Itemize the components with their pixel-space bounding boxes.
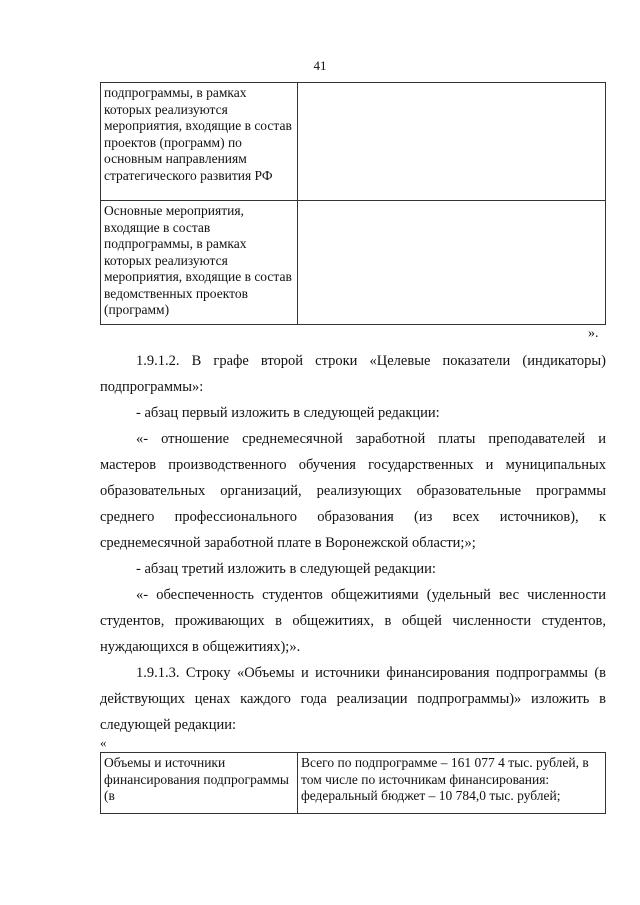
open-quote: « xyxy=(100,735,107,750)
continuation-table xyxy=(100,82,606,325)
table-cell-label: Основные мероприятия, входящие в состав подпрограммы, в рамках которых реализуются мероприятия, входящие в состав ведомственных проектов (программ) xyxy=(101,201,298,325)
table-cell-value xyxy=(298,201,606,325)
table-cell-label: подпрограммы, в рамках которых реализуются мероприятия, входящие в состав проектов (программ) по основным направлениям стратегического развития РФ xyxy=(101,83,298,201)
paragraph-abzac-third: - абзац третий изложить в следующей редакции: xyxy=(136,561,436,577)
paragraph-1-9-1-3: 1.9.1.3. Строку «Объемы и источники финансирования подпрограммы (в действующих ценах каждого года реализации подпрограммы)» изложить в следующей редакции: xyxy=(100,665,606,733)
table-cell-value: Всего по подпрограмме – 161 077 4 тыс. рублей, в том числе по источникам финансирования: федеральный бюджет – 10 784,0 тыс. рублей; xyxy=(298,753,606,814)
table-cell-label: Объемы и источники финансирования подпрограммы (в xyxy=(101,753,298,814)
page-number: 41 xyxy=(313,58,327,73)
closing-quote: ». xyxy=(588,326,599,341)
paragraph-1-9-1-2: 1.9.1.2. В графе второй строки «Целевые показатели (индикаторы) подпрограммы»: xyxy=(100,353,606,395)
table-cell-value xyxy=(298,83,606,201)
table-row xyxy=(101,753,606,814)
paragraph-dormitories: «- обеспеченность студентов общежитиями (удельный вес численности студентов, проживающих в общежитиях, в общей численности студентов, нуждающихся в общежитиях);». xyxy=(100,587,606,655)
paragraph-salary-ratio: «- отношение среднемесячной заработной платы преподавателей и мастеров производственного обучения государственных и муниципальных образовательных организаций, реализующих образовательные программы среднего профессионального образования (из всех источников), к среднемесячной заработной плате в Воронежской области;»; xyxy=(100,431,606,551)
paragraph-abzac-first: - абзац первый изложить в следующей редакции: xyxy=(136,405,440,421)
table-row xyxy=(101,201,606,325)
financing-table xyxy=(100,752,606,814)
table-row xyxy=(101,83,606,201)
